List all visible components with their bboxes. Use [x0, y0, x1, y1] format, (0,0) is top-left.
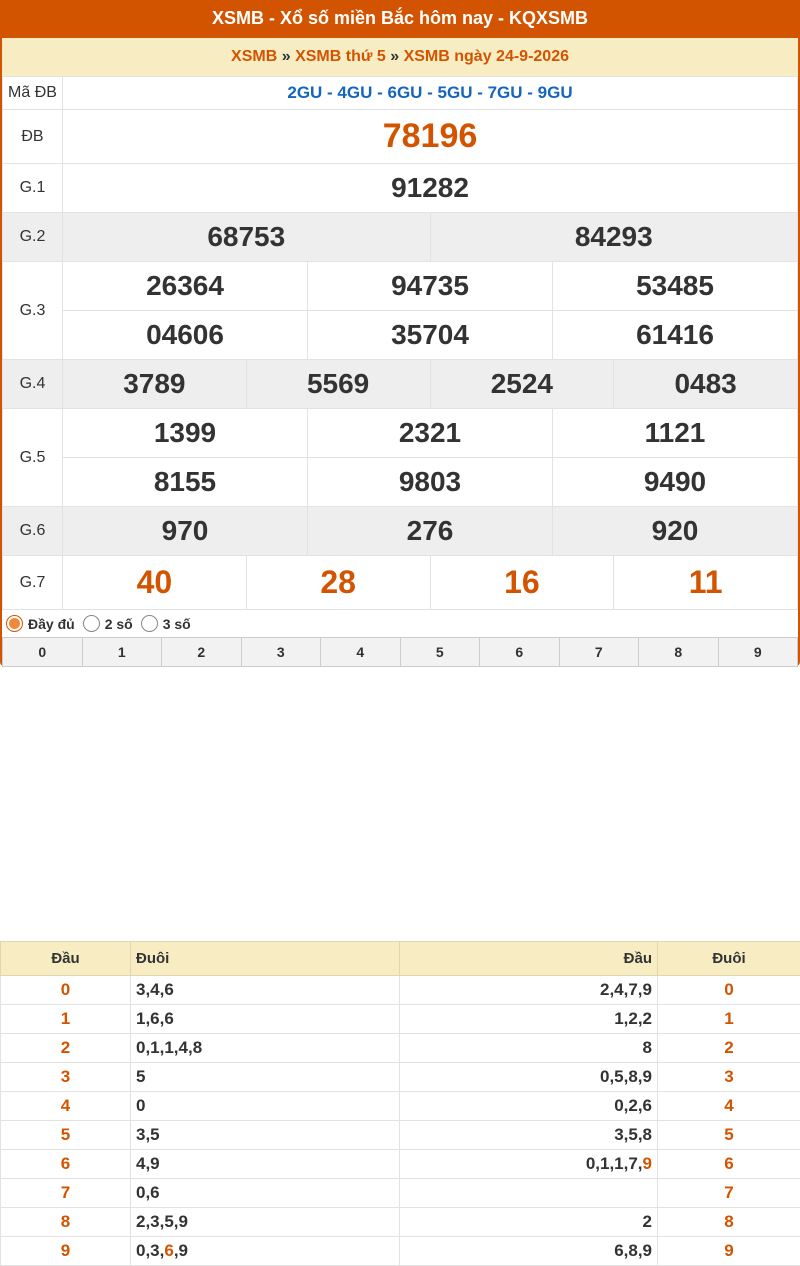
g2-number: 68753	[63, 213, 431, 262]
digit-filter-item[interactable]: 7	[559, 638, 639, 667]
breadcrumb	[2, 38, 798, 76]
loto-head-list: 0,2,6	[400, 1092, 658, 1121]
db-number: 78196	[63, 110, 798, 164]
option-full-label: Đầy đủ	[28, 616, 75, 632]
radio-full[interactable]	[6, 615, 23, 632]
loto-head-list: 3,5,8	[400, 1121, 658, 1150]
loto-tail-list: 2,3,5,9	[131, 1208, 400, 1237]
g7-number: 40	[63, 556, 247, 610]
loto-head-list: 6,8,9	[400, 1237, 658, 1266]
breadcrumb-xsmb-thu5[interactable]: XSMB thứ 5	[295, 48, 386, 65]
breadcrumb-sep: »	[390, 48, 399, 65]
loto-head-list: 2,4,7,9	[400, 976, 658, 1005]
option-three-label: 3 số	[163, 616, 191, 632]
loto-tail-list: 4,9	[131, 1150, 400, 1179]
breadcrumb-sep: »	[282, 48, 291, 65]
table-row	[1, 976, 800, 1005]
option-two-digits[interactable]	[83, 615, 133, 632]
loto-head-list: 1,2,2	[400, 1005, 658, 1034]
g4-number: 0483	[614, 360, 798, 409]
g5-number: 8155	[63, 458, 308, 507]
loto-header-dau-right: Đầu	[400, 942, 658, 976]
table-row	[1, 1092, 800, 1121]
loto-tail-list: 3,5	[131, 1121, 400, 1150]
g6-number: 970	[63, 507, 308, 556]
digit-filter-item[interactable]: 8	[639, 638, 719, 667]
g5-number: 1399	[63, 409, 308, 458]
loto-body	[1, 976, 800, 1266]
loto-tail-digit: 8	[658, 1208, 800, 1237]
loto-tail-digit: 9	[658, 1237, 800, 1266]
db-label: ĐB	[3, 110, 63, 164]
digit-filter-item[interactable]: 5	[400, 638, 480, 667]
loto-head-digit: 4	[1, 1092, 131, 1121]
loto-header-dau: Đầu	[1, 942, 131, 976]
g7-label: G.7	[3, 556, 63, 610]
table-row	[1, 1063, 800, 1092]
digit-filter-item[interactable]: 4	[321, 638, 401, 667]
loto-header-duoi: Đuôi	[131, 942, 400, 976]
loto-head-list: 0,1,1,7,9	[400, 1150, 658, 1179]
table-row	[1, 1005, 800, 1034]
digit-filter-item[interactable]: 1	[82, 638, 162, 667]
g5-number: 1121	[553, 409, 798, 458]
g3-number: 04606	[63, 311, 308, 360]
table-row	[1, 1237, 800, 1266]
g5-label: G.5	[3, 409, 63, 507]
g3-number: 94735	[308, 262, 553, 311]
radio-two-digits[interactable]	[83, 615, 100, 632]
loto-tail-digit: 6	[658, 1150, 800, 1179]
loto-tail-list: 0,1,1,4,8	[131, 1034, 400, 1063]
g5-number: 9803	[308, 458, 553, 507]
madb-label: Mã ĐB	[3, 77, 63, 110]
digit-filter-item[interactable]: 0	[3, 638, 83, 667]
table-row	[1, 1121, 800, 1150]
g3-label: G.3	[3, 262, 63, 360]
table-row	[1, 1150, 800, 1179]
loto-tail-list: 0,3,6,9	[131, 1237, 400, 1266]
g7-number: 11	[614, 556, 798, 610]
loto-head-digit: 6	[1, 1150, 131, 1179]
loto-tail-list: 3,4,6	[131, 976, 400, 1005]
loto-head-digit: 5	[1, 1121, 131, 1150]
loto-head-digit: 9	[1, 1237, 131, 1266]
loto-tail-digit: 7	[658, 1179, 800, 1208]
g2-label: G.2	[3, 213, 63, 262]
breadcrumb-date[interactable]: XSMB ngày 24-9-2026	[404, 48, 569, 65]
g6-label: G.6	[3, 507, 63, 556]
g5-number: 2321	[308, 409, 553, 458]
loto-head-digit: 7	[1, 1179, 131, 1208]
loto-head-digit: 8	[1, 1208, 131, 1237]
loto-head-digit: 3	[1, 1063, 131, 1092]
g4-number: 2524	[430, 360, 614, 409]
loto-head-digit: 2	[1, 1034, 131, 1063]
loto-header-duoi-right: Đuôi	[658, 942, 800, 976]
loto-tail-list: 5	[131, 1063, 400, 1092]
loto-head-list: 0,5,8,9	[400, 1063, 658, 1092]
table-row	[1, 1034, 800, 1063]
loto-tail-digit: 5	[658, 1121, 800, 1150]
g1-number: 91282	[63, 164, 798, 213]
g2-number: 84293	[430, 213, 798, 262]
option-three-digits[interactable]	[141, 615, 191, 632]
g7-number: 28	[246, 556, 430, 610]
loto-head-digit: 1	[1, 1005, 131, 1034]
digit-filter-item[interactable]: 3	[241, 638, 321, 667]
loto-tail-digit: 0	[658, 976, 800, 1005]
g6-number: 276	[308, 507, 553, 556]
g5-number: 9490	[553, 458, 798, 507]
g4-number: 3789	[63, 360, 247, 409]
table-row	[1, 1208, 800, 1237]
loto-tail-digit: 4	[658, 1092, 800, 1121]
option-full[interactable]	[6, 615, 75, 632]
option-two-label: 2 số	[105, 616, 133, 632]
g3-number: 35704	[308, 311, 553, 360]
g4-label: G.4	[3, 360, 63, 409]
g6-number: 920	[553, 507, 798, 556]
digit-filter-item[interactable]: 9	[718, 638, 798, 667]
g1-label: G.1	[3, 164, 63, 213]
g3-number: 53485	[553, 262, 798, 311]
digit-filter-item[interactable]: 2	[162, 638, 242, 667]
loto-tail-list: 0,6	[131, 1179, 400, 1208]
madb-value: 2GU - 4GU - 6GU - 5GU - 7GU - 9GU	[63, 77, 798, 110]
display-options	[2, 610, 798, 637]
page-title: XSMB - Xổ số miền Bắc hôm nay - KQXSMB	[0, 0, 800, 38]
loto-head-list	[400, 1179, 658, 1208]
loto-head-digit: 0	[1, 976, 131, 1005]
loto-tail-digit: 3	[658, 1063, 800, 1092]
table-row	[1, 1179, 800, 1208]
g7-number: 16	[430, 556, 614, 610]
g4-number: 5569	[246, 360, 430, 409]
loto-tail-list: 1,6,6	[131, 1005, 400, 1034]
loto-head-list: 8	[400, 1034, 658, 1063]
radio-three-digits[interactable]	[141, 615, 158, 632]
breadcrumb-xsmb[interactable]: XSMB	[231, 48, 277, 65]
g3-number: 61416	[553, 311, 798, 360]
digit-filter-item[interactable]: 6	[480, 638, 560, 667]
digit-filter	[2, 637, 798, 667]
loto-tail-digit: 1	[658, 1005, 800, 1034]
results-table	[2, 76, 798, 610]
loto-tail-list: 0	[131, 1092, 400, 1121]
g3-number: 26364	[63, 262, 308, 311]
loto-head-list: 2	[400, 1208, 658, 1237]
loto-tail-digit: 2	[658, 1034, 800, 1063]
loto-table	[0, 941, 800, 1266]
